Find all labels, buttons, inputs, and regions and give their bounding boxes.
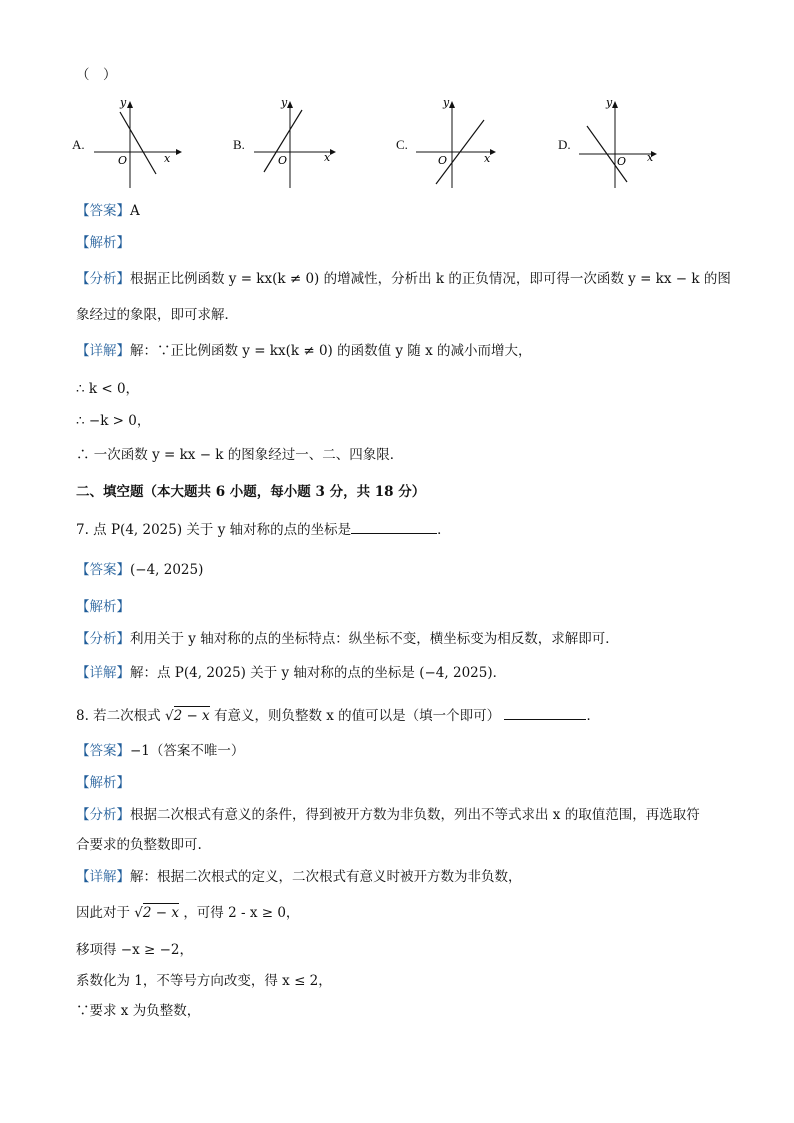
radicand: 2 − x (142, 905, 180, 921)
q6-fenxi-line1 (76, 270, 731, 288)
fenxi-text: 根据正比例函数 y = kx(k ≠ 0) 的增减性，分析出 k 的正负情况，即可得一次函数 y = kx − k 的图 (130, 271, 731, 287)
answer-blank[interactable] (351, 520, 437, 534)
answer-tag: 【答案】 (76, 743, 130, 759)
q8-detail-line4: 系数化为 1，不等号方向改变，得 x ≤ 2， (76, 973, 332, 989)
radicand: 2 − x (173, 708, 210, 724)
analysis-tag: 【解析】 (76, 599, 130, 615)
origin-label: O (118, 154, 128, 167)
q7-stem-end: ． (437, 522, 451, 538)
q8-analysis-heading (76, 774, 130, 792)
analysis-tag: 【解析】 (76, 775, 130, 791)
detail-text: 解：∵正比例函数 y = kx(k ≠ 0) 的函数值 y 随 x 的减小而增大， (130, 343, 532, 359)
answer-value: (−4, 2025) (130, 562, 204, 578)
answer-tag: 【答案】 (76, 562, 130, 578)
answer-value: −1（答案不唯一） (130, 743, 245, 759)
q6-fenxi-line2: 象经过的象限，即可求解． (76, 307, 238, 323)
q8-stem-text: 8. 若二次根式 (76, 708, 161, 724)
answer-blank[interactable] (504, 706, 586, 720)
x-axis-label: x (164, 152, 171, 165)
q7-detail-line (76, 664, 506, 682)
q8-fenxi-line2: 合要求的负整数即可. (76, 837, 202, 853)
q8-detail-line2 (76, 904, 299, 922)
option-c-graph (412, 98, 532, 190)
option-b-graph (250, 98, 370, 190)
origin-label: O (617, 155, 627, 168)
q6-answer-line (76, 202, 140, 220)
q7-analysis-heading (76, 598, 130, 616)
x-axis-arrow (176, 149, 182, 155)
sqrt-expression: √2 − x (134, 905, 180, 921)
x-axis-label: x (647, 151, 654, 164)
section-heading: 二、填空题（本大题共 6 小题，每小题 3 分，共 18 分） (76, 484, 426, 500)
fenxi-text: 根据二次根式有意义的条件，得到被开方数为非负数，列出不等式求出 x 的取值范围，再选取符 (130, 807, 700, 823)
q8-stem-text-2: 有意义，则负整数 x 的值可以是（填一个即可） (213, 708, 501, 724)
x-axis-label: x (484, 152, 491, 165)
fenxi-tag: 【分析】 (76, 807, 130, 823)
detail-tag: 【详解】 (76, 869, 130, 885)
q7-fenxi-line (76, 630, 619, 648)
option-d-label: D. (558, 137, 571, 152)
q6-analysis-heading (76, 234, 130, 252)
origin-label: O (438, 154, 448, 167)
fenxi-text: 利用关于 y 轴对称的点的坐标特点：纵坐标不变，横坐标变为相反数，求解即可． (130, 631, 619, 647)
detail-tag: 【详解】 (76, 343, 130, 359)
detail-text: 因此对于 (76, 905, 130, 921)
sqrt-expression: √2 − x (164, 708, 210, 724)
q7-stem-text: 7. 点 P(4, 2025) 关于 y 轴对称的点的坐标是 (76, 522, 352, 538)
y-axis-label: y (281, 98, 288, 109)
q8-detail-line3: 移项得 −x ≥ −2， (76, 942, 194, 958)
answer-tag: 【答案】 (76, 203, 130, 219)
fenxi-tag: 【分析】 (76, 631, 130, 647)
y-axis-label: y (443, 98, 450, 109)
q8-stem (76, 706, 600, 725)
y-axis-label: y (120, 98, 127, 109)
origin-label: O (278, 154, 288, 167)
x-axis-arrow (490, 149, 496, 155)
detail-text: 解：根据二次根式的定义，二次根式有意义时被开方数为非负数， (130, 869, 522, 885)
option-b-label: B. (233, 137, 245, 152)
x-axis-label: x (324, 151, 331, 164)
q8-detail-line5: ∵要求 x 为负整数， (76, 1003, 201, 1019)
detail-text-2: ，可得 2 - x ≥ 0， (183, 905, 300, 921)
y-axis-arrow (612, 101, 618, 108)
option-c-label: C. (396, 137, 408, 152)
y-axis-arrow (287, 101, 293, 108)
q8-stem-end: ． (586, 708, 600, 724)
answer-value: A (130, 203, 140, 219)
q6-detail-line2: ∴ k < 0， (76, 381, 140, 397)
option-a-graph (90, 98, 210, 190)
q6-detail-line1 (76, 342, 532, 360)
q6-detail-line4: ∴ 一次函数 y = kx − k 的图象经过一、二、四象限． (76, 447, 404, 463)
detail-text: 解：点 P(4, 2025) 关于 y 轴对称的点的坐标是 (−4, 2025)． (130, 665, 507, 681)
detail-tag: 【详解】 (76, 665, 130, 681)
answer-bracket: （ ） (76, 67, 117, 83)
y-axis-arrow (449, 101, 455, 108)
option-a-label: A. (72, 137, 85, 152)
q8-fenxi-line1 (76, 806, 700, 824)
fenxi-tag: 【分析】 (76, 271, 130, 287)
q8-detail-line1 (76, 868, 522, 886)
q6-detail-line3: ∴ −k > 0， (76, 413, 151, 429)
q7-answer-line (76, 561, 203, 579)
option-d-graph (575, 98, 695, 190)
x-axis-arrow (330, 149, 336, 155)
y-axis-arrow (127, 101, 133, 108)
q7-stem (76, 520, 451, 539)
analysis-tag: 【解析】 (76, 235, 130, 251)
q8-answer-line (76, 742, 244, 760)
y-axis-label: y (606, 98, 613, 109)
